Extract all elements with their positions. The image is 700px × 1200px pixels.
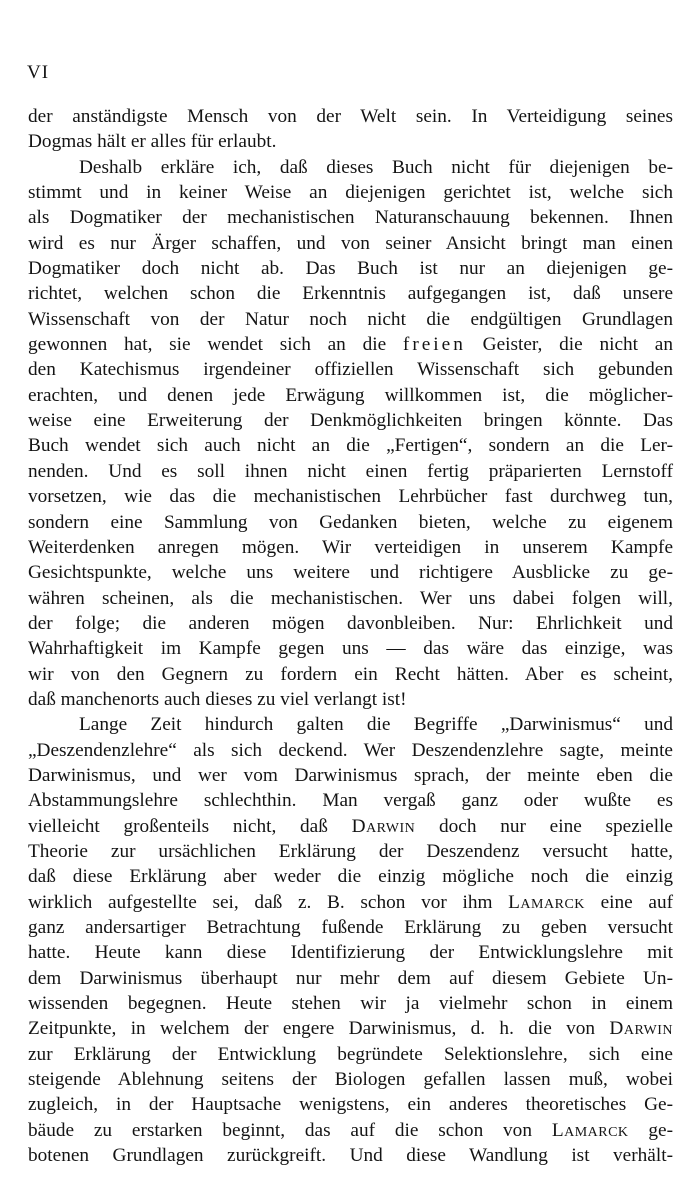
text-line: nenden. Und es soll ihnen nicht einen fertig präparierten Lernstoff bbox=[28, 460, 673, 482]
text-segment: Geister, die nicht an bbox=[465, 334, 673, 356]
text-segment: vielleicht großenteils nicht, daß bbox=[28, 815, 352, 837]
text-segment: eine auf bbox=[584, 891, 674, 913]
text-line: den Katechismus irgendeiner offiziellen Wissenschaft sich gebunden bbox=[28, 359, 673, 381]
text-segment: bäude zu erstarken beginnt, das auf die schon von bbox=[28, 1119, 552, 1141]
text-line: daß diese Erklärung aber weder die einzig mögliche noch die einzig bbox=[28, 866, 673, 888]
text-line: Gesichtspunkte, welche uns weitere und richtigere Ausblicke zu ge- bbox=[28, 562, 673, 584]
text-line: wissenden begegnen. Heute stehen wir ja vielmehr schon in einem bbox=[28, 993, 673, 1015]
text-segment: wirklich aufgestellte sei, daß z. B. schon vor ihm bbox=[28, 891, 509, 913]
text-line: steigende Ablehnung seitens der Biologen gefallen lassen muß, wobei bbox=[28, 1069, 673, 1091]
text-segment: Zeitpunkte, in welchem der engere Darwinismus, d. h. die von bbox=[28, 1018, 610, 1040]
emphasized-word: freien bbox=[402, 334, 466, 356]
text-line: Lange Zeit hindurch galten die Begriffe „Darwinismus“ und bbox=[79, 714, 673, 736]
text-segment: doch nur eine spezielle bbox=[415, 815, 673, 837]
text-line: dem Darwinismus überhaupt nur mehr dem auf diesem Gebiete Un- bbox=[28, 967, 673, 989]
text-line: Deshalb erkläre ich, daß dieses Buch nicht für diejenigen be- bbox=[79, 156, 673, 178]
text-segment: ge- bbox=[628, 1119, 673, 1141]
text-line: stimmt und in keiner Weise an diejenigen gerichtet ist, welche sich bbox=[28, 182, 673, 204]
text-line: Buch wendet sich auch nicht an die „Fertigen“, sondern an die Ler- bbox=[28, 435, 673, 457]
text-line bbox=[28, 814, 673, 839]
author-name: Darwin bbox=[609, 1018, 673, 1040]
text-line: erachten, und denen jede Erwägung willkommen ist, die möglicher- bbox=[28, 384, 673, 406]
author-name: Lamarck bbox=[508, 891, 585, 913]
text-line: weise eine Erweiterung der Denkmöglichkeiten bringen könnte. Das bbox=[28, 410, 673, 432]
text-line: „Deszendenzlehre“ als sich deckend. Wer Deszendenzlehre sagte, meinte bbox=[28, 739, 673, 761]
text-line: Darwinismus, und wer vom Darwinismus sprach, der meinte eben die bbox=[28, 764, 673, 786]
text-line: daß manchenorts auch dieses zu viel verlangt ist! bbox=[28, 688, 407, 710]
text-line: zur Erklärung der Entwicklung begründete Selektionslehre, sich eine bbox=[28, 1043, 673, 1065]
text-segment: gewonnen hat, sie wendet sich an die bbox=[28, 334, 403, 356]
text-line: wird es nur Ärger schaffen, und von seiner Ansicht bringt man einen bbox=[28, 232, 673, 254]
text-line: wir von den Gegnern zu fordern ein Recht hätten. Aber es scheint, bbox=[28, 663, 673, 685]
text-line: Wahrhaftigkeit im Kampfe gegen uns — das wäre das einzige, was bbox=[28, 638, 673, 660]
text-line: Weiterdenken anregen mögen. Wir verteidigen in unserem Kampfe bbox=[28, 536, 673, 558]
page-number: VI bbox=[27, 62, 50, 83]
text-line: richtet, welchen schon die Erkenntnis aufgegangen ist, daß unsere bbox=[28, 283, 673, 305]
text-line: als Dogmatiker der mechanistischen Naturanschauung bekennen. Ihnen bbox=[28, 207, 673, 229]
text-line bbox=[28, 332, 673, 357]
text-line: Abstammungslehre schlechthin. Man vergaß ganz oder wußte es bbox=[28, 790, 673, 812]
text-line: Dogmas hält er alles für erlaubt. bbox=[28, 131, 277, 153]
text-line: Dogmatiker doch nicht ab. Das Buch ist nur an diejenigen ge- bbox=[28, 258, 673, 280]
text-line: der folge; die anderen mögen davonbleiben. Nur: Ehrlichkeit und bbox=[28, 612, 673, 634]
text-line: zugleich, in der Hauptsache wenigstens, ein anderes theoretisches Ge- bbox=[28, 1094, 673, 1116]
text-line: währen scheinen, als die mechanistischen. Wer uns dabei folgen will, bbox=[28, 587, 673, 609]
text-line: Theorie zur ursächlichen Erklärung der Deszendenz versucht hatte, bbox=[28, 840, 673, 862]
text-line: der anständigste Mensch von der Welt sein. In Verteidigung seines bbox=[28, 106, 673, 127]
text-line bbox=[28, 1118, 673, 1143]
text-line bbox=[28, 1016, 673, 1041]
text-line: hatte. Heute kann diese Identifizierung der Entwicklungslehre mit bbox=[28, 942, 673, 964]
author-name: Darwin bbox=[351, 815, 416, 837]
text-line bbox=[28, 890, 673, 915]
body-text bbox=[28, 104, 673, 1168]
text-line: sondern eine Sammlung von Gedanken bieten, welche zu eigenem bbox=[28, 511, 673, 533]
text-line: ganz andersartiger Betrachtung fußende Erklärung zu geben versucht bbox=[28, 917, 673, 938]
text-line: vorsetzen, wie das die mechanistischen Lehrbücher fast durchweg tun, bbox=[28, 486, 673, 508]
text-line: botenen Grundlagen zurückgreift. Und diese Wandlung ist verhält- bbox=[28, 1145, 673, 1167]
text-line: Wissenschaft von der Natur noch nicht die endgültigen Grundlagen bbox=[28, 308, 673, 330]
author-name: Lamarck bbox=[551, 1119, 629, 1141]
